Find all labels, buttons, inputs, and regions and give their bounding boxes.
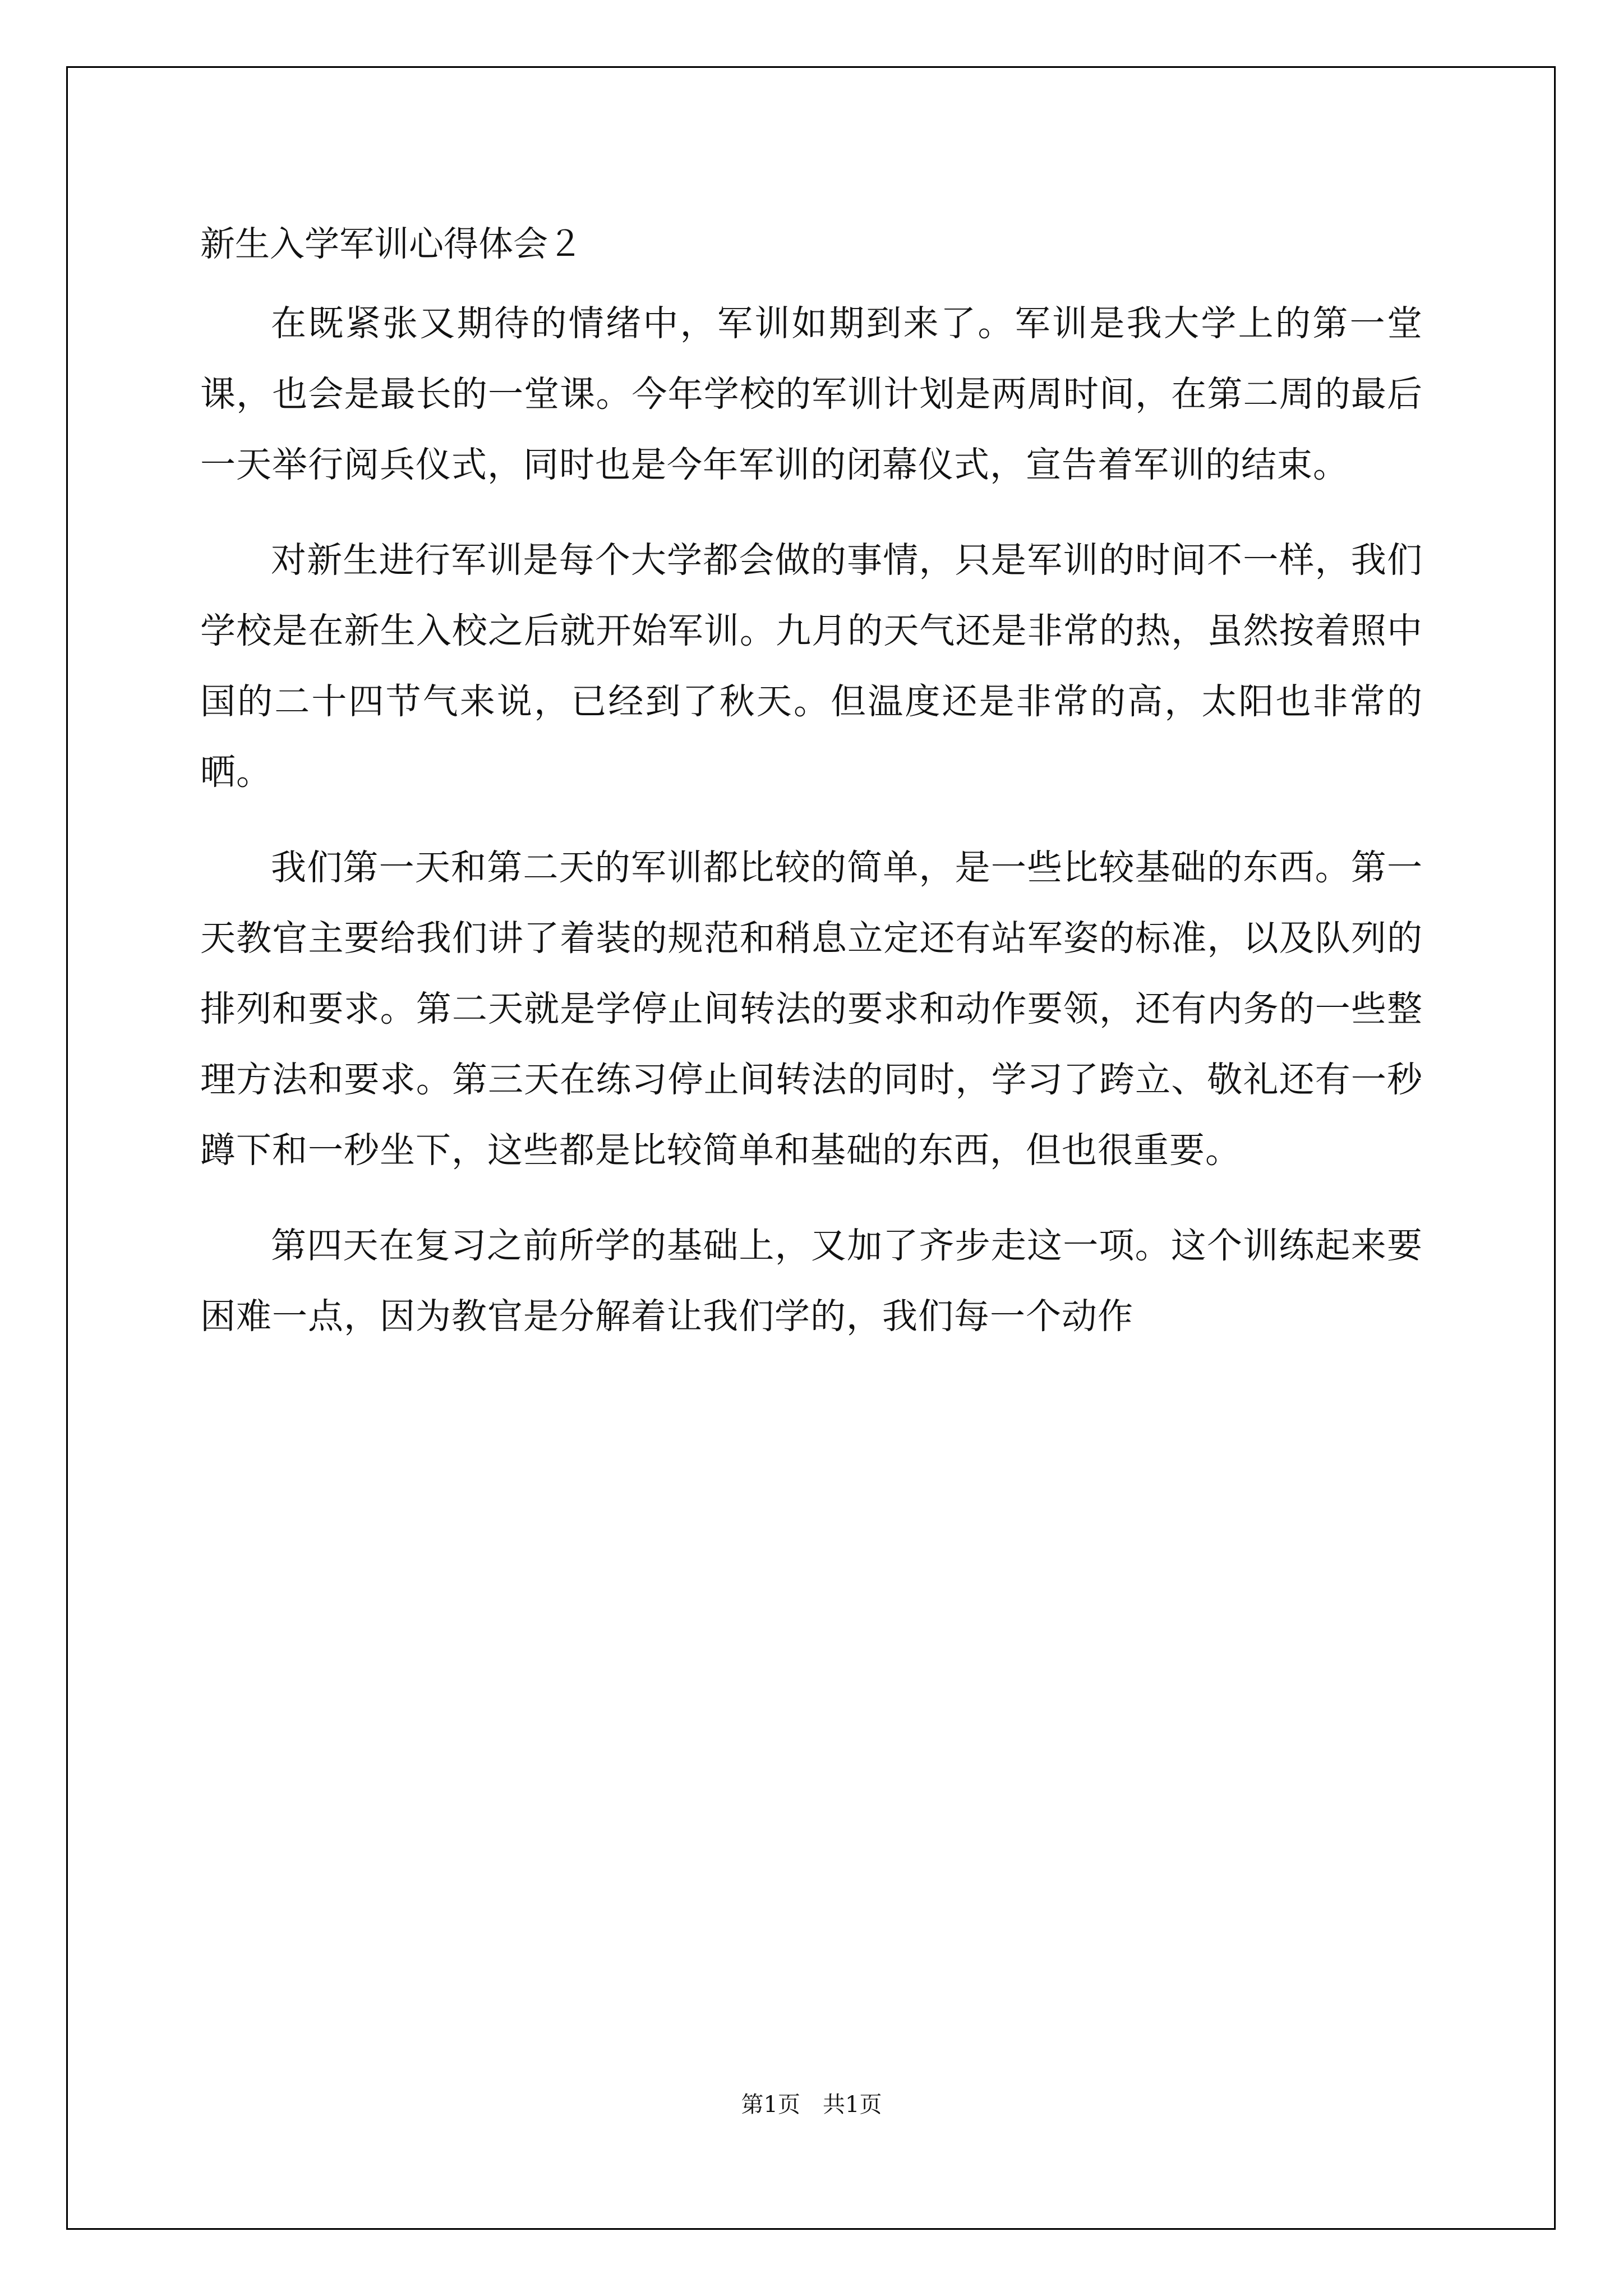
page-number-footer: 第1页 共1页 (741, 2092, 882, 2118)
paragraph-4: 第四天在复习之前所学的基础上，又加了齐步走这一项。这个训练起来要困难一点，因为教官是分解着让我们学的，我们每一个动作 (200, 1225, 1423, 1337)
paragraph-3: 我们第一天和第二天的军训都比较的简单，是一些比较基础的东西。第一天教官主要给我们讲了着装的规范和稍息立定还有站军姿的标准，以及队列的排列和要求。第二天就是学停止间转法的要求和动作要领，还有内务的一些整理方法和要求。第三天在练习停止间转法的同时，学习了跨立、敬礼还有一秒蹲下和一秒坐下，这些都是比较简单和基础的东西，但也很重要。 (200, 847, 1423, 1171)
document-body (200, 213, 1423, 1377)
paragraph-1: 在既紧张又期待的情绪中，军训如期到来了。军训是我大学上的第一堂课，也会是最长的一堂课。今年学校的军训计划是两周时间，在第二周的最后一天举行阅兵仪式，同时也是今年军训的闭幕仪式，宣告着军训的结束。 (200, 303, 1423, 485)
paragraph-2: 对新生进行军训是每个大学都会做的事情，只是军训的时间不一样，我们学校是在新生入校之后就开始军训。九月的天气还是非常的热，虽然按着照中国的二十四节气来说，已经到了秋天。但温度还是非常的高，太阳也非常的晒。 (200, 540, 1423, 793)
document-title: 新生入学军训心得体会２ (200, 223, 583, 264)
